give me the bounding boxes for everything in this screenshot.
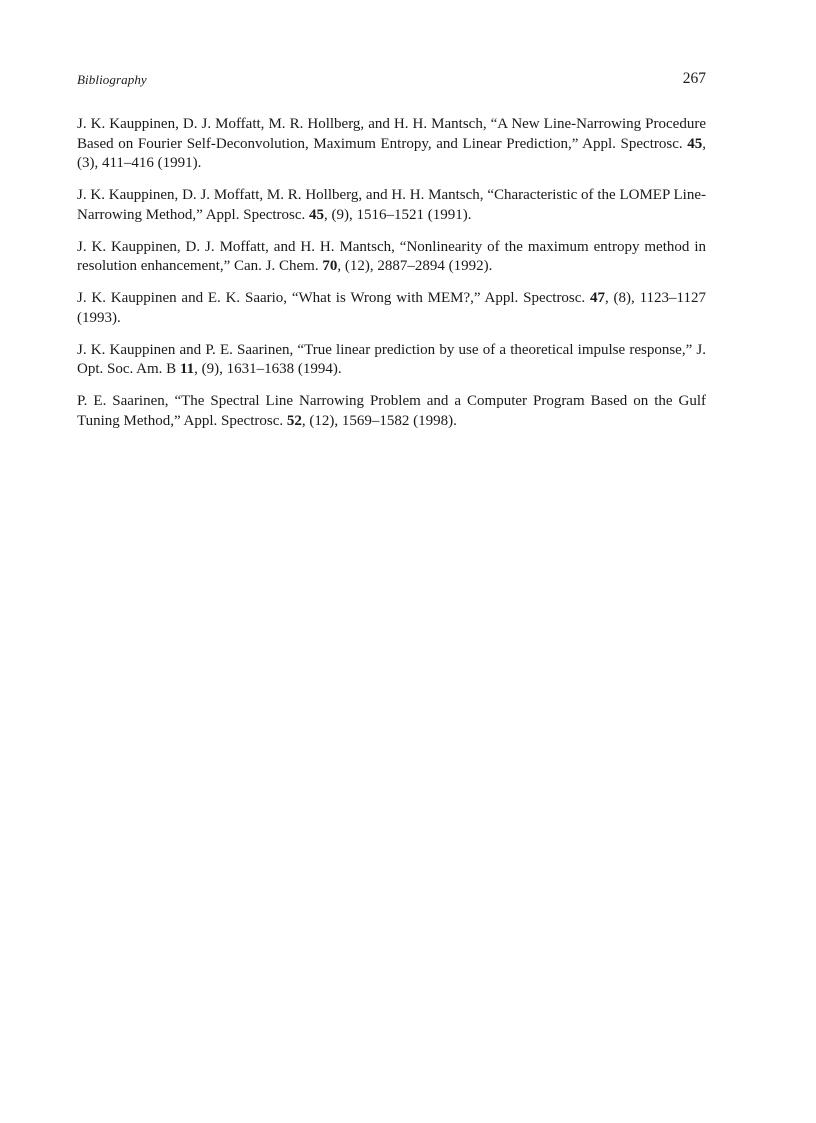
reference-details: , (12), 2887–2894 (1992).: [337, 258, 493, 274]
running-head: [77, 66, 706, 94]
reference-text: J. K. Kauppinen, D. J. Moffatt, and H. H. Mantsch, “Nonlinearity of the maximum entropy method in resolution enhancement,” Can. J. Chem.: [77, 238, 706, 274]
reference-text: J. K. Kauppinen, D. J. Moffatt, M. R. Hollberg, and H. H. Mantsch, “Characteristic of the LOMEP Line-Narrowing Method,” Appl. Spectrosc.: [77, 187, 706, 223]
reference-item: [77, 186, 706, 225]
reference-item: [77, 341, 706, 380]
reference-volume: 45: [309, 206, 325, 223]
reference-details: , (3), 411–416 (1991).: [77, 135, 706, 171]
reference-text: J. K. Kauppinen and P. E. Saarinen, “True linear prediction by use of a theoretical impulse response,” J. Opt. Soc. Am. B: [77, 341, 706, 377]
reference-item: [77, 238, 706, 277]
reference-volume: 52: [286, 412, 302, 429]
book-page: [77, 66, 706, 444]
reference-volume: 45: [687, 135, 703, 152]
reference-item: [77, 115, 706, 174]
reference-item: [77, 392, 706, 431]
reference-details: , (12), 1569–1582 (1998).: [301, 412, 457, 429]
reference-details: , (8), 1123–1127 (1993).: [77, 290, 706, 326]
reference-text: J. K. Kauppinen and E. K. Saario, “What is Wrong with MEM?,” Appl. Spectrosc.: [77, 290, 590, 306]
section-title: Bibliography: [77, 72, 147, 87]
reference-volume: 11: [179, 361, 195, 377]
reference-text: P. E. Saarinen, “The Spectral Line Narrowing Problem and a Computer Program Based on the Gulf Tuning Method,” Appl. Spectrosc.: [77, 393, 706, 429]
reference-text: J. K. Kauppinen, D. J. Moffatt, M. R. Hollberg, and H. H. Mantsch, “A New Line-Narrowing Procedure Based on Fourier Self-Deconvolution, Maximum Entropy, and Linear Prediction,” Appl. Spectrosc.: [77, 116, 706, 152]
reference-volume: 70: [322, 258, 338, 274]
reference-volume: 47: [590, 290, 605, 306]
reference-list: [77, 115, 706, 431]
reference-details: , (9), 1631–1638 (1994).: [194, 361, 342, 377]
reference-item: [77, 289, 706, 328]
page-number: 267: [682, 70, 706, 87]
reference-details: , (9), 1516–1521 (1991).: [324, 206, 472, 223]
